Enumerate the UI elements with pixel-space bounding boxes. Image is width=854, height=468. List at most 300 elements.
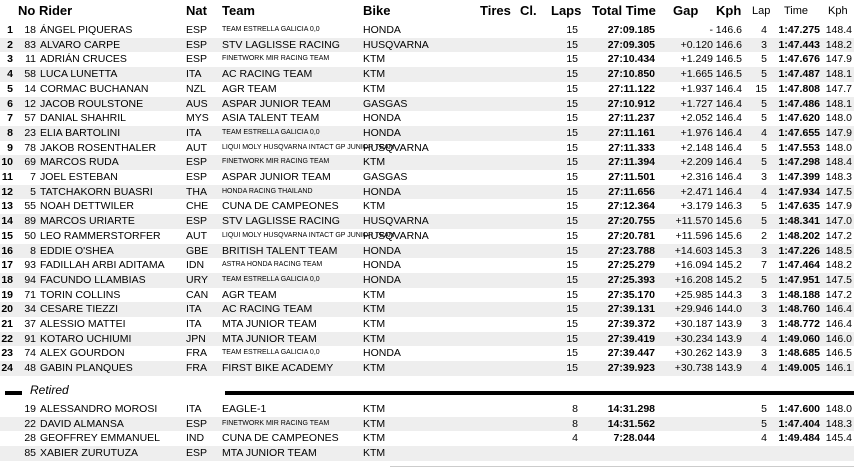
gap-cell: +29.946	[674, 303, 713, 316]
nat-cell: ESP	[186, 53, 208, 66]
gap-cell: +2.148	[680, 141, 713, 154]
kph-cell: 145.2	[715, 259, 742, 272]
retired-row	[0, 446, 854, 461]
best-time-cell: 1:48.188	[778, 288, 820, 301]
team-cell: FINETWORK MIR RACING TEAM	[222, 419, 330, 427]
result-row	[0, 229, 854, 244]
total-time-cell: 27:09.305	[607, 38, 655, 51]
bike-cell: KTM	[363, 200, 386, 213]
gap-cell: +2.052	[680, 112, 713, 125]
total-time-cell: 27:11.394	[608, 156, 655, 169]
nat-cell: JPN	[186, 332, 206, 345]
bike-cell: KTM	[363, 68, 386, 81]
number-cell: 55	[24, 200, 36, 213]
best-kph-cell: 147.5	[825, 273, 852, 286]
result-row	[0, 126, 854, 141]
best-kph-cell: 147.9	[825, 200, 852, 213]
gap-cell: +1.727	[680, 97, 713, 110]
team-cell: TEAM ESTRELLA GALICIA 0,0	[222, 275, 320, 283]
team-cell: FINETWORK MIR RACING TEAM	[222, 158, 330, 166]
kph-cell: 145.3	[715, 244, 742, 257]
nat-cell: CAN	[186, 288, 209, 301]
laps-cell: 15	[566, 332, 578, 345]
best-lap-cell: 5	[761, 215, 767, 228]
number-cell: 50	[24, 229, 36, 242]
header-kph: Kph	[716, 3, 742, 18]
number-cell: 83	[24, 38, 36, 51]
best-time-cell: 1:47.676	[778, 53, 820, 66]
number-cell: 28	[24, 432, 36, 445]
nat-cell: IDN	[186, 259, 205, 272]
rider-cell: JAKOB ROSENTHALER	[40, 141, 157, 154]
result-row	[0, 273, 854, 288]
best-lap-cell: 3	[761, 303, 767, 316]
gap-cell: +14.603	[674, 244, 713, 257]
team-cell: FINETWORK MIR RACING TEAM	[222, 55, 330, 63]
position-cell: 6	[7, 97, 13, 110]
laps-cell: 15	[566, 244, 578, 257]
nat-cell: FRA	[186, 347, 207, 360]
rider-cell: CESARE TIEZZI	[40, 303, 118, 316]
best-time-cell: 1:47.443	[778, 38, 820, 51]
total-time-cell: 14:31.562	[607, 417, 655, 430]
number-cell: 57	[24, 112, 36, 125]
best-kph-cell: 147.5	[825, 185, 852, 198]
team-cell: CUNA DE CAMPEONES	[222, 200, 339, 213]
total-time-cell: 7:28.044	[613, 432, 655, 445]
kph-cell: 144.0	[715, 303, 742, 316]
kph-cell: 146.4	[715, 171, 742, 183]
total-time-cell: 27:39.923	[607, 362, 655, 375]
bike-cell: KTM	[363, 303, 386, 316]
team-cell: ASTRA HONDA RACING TEAM	[222, 261, 323, 269]
header-time: Time	[784, 5, 809, 17]
nat-cell: ESP	[186, 156, 208, 169]
laps-cell: 15	[566, 53, 578, 66]
position-cell: 14	[1, 215, 13, 228]
bike-cell: KTM	[363, 156, 386, 169]
gap-cell: +16.208	[674, 273, 713, 286]
retired-divider-right	[225, 391, 854, 395]
total-time-cell: 27:20.755	[607, 215, 655, 228]
best-time-cell: 1:48.685	[778, 347, 820, 360]
kph-cell: 143.9	[715, 318, 742, 330]
total-time-cell: 27:35.170	[607, 288, 655, 301]
best-lap-cell: 3	[761, 38, 767, 51]
bike-cell: HONDA	[363, 347, 401, 360]
best-lap-cell: 3	[761, 318, 767, 330]
rider-cell: JOEL ESTEBAN	[40, 171, 118, 183]
kph-cell: 146.6	[715, 24, 742, 36]
kph-cell: 144.3	[715, 288, 742, 301]
nat-cell: CHE	[186, 200, 209, 213]
rider-cell: LUCA LUNETTA	[40, 68, 118, 81]
number-cell: 48	[24, 362, 36, 375]
retired-divider-left	[5, 391, 22, 395]
team-cell: TEAM ESTRELLA GALICIA 0,0	[222, 26, 320, 33]
best-time-cell: 1:47.226	[778, 244, 820, 257]
total-time-cell: 27:12.364	[607, 200, 655, 213]
laps-cell: 15	[566, 171, 578, 183]
nat-cell: ESP	[186, 24, 208, 36]
gap-cell: +1.665	[680, 68, 713, 81]
best-time-cell: 1:47.275	[778, 24, 820, 36]
best-time-cell: 1:48.760	[778, 303, 820, 316]
best-lap-cell: 5	[761, 417, 767, 430]
best-time-cell: 1:47.620	[778, 112, 820, 125]
result-row	[0, 332, 854, 347]
gap-cell: +30.262	[674, 347, 713, 360]
total-time-cell: 27:10.434	[607, 53, 655, 66]
number-cell: 14	[24, 82, 36, 95]
number-cell: 94	[24, 273, 36, 286]
best-lap-cell: 4	[761, 126, 767, 139]
laps-cell: 15	[566, 288, 578, 301]
bike-cell: HONDA	[363, 273, 401, 286]
laps-cell: 15	[566, 318, 578, 330]
gap-cell: +16.094	[674, 259, 713, 272]
bike-cell: KTM	[363, 53, 386, 66]
laps-cell: 15	[566, 141, 578, 154]
team-cell: MTA JUNIOR TEAM	[222, 318, 317, 330]
total-time-cell: 14:31.298	[607, 403, 655, 415]
position-cell: 23	[1, 347, 13, 360]
team-cell: STV LAGLISSE RACING	[222, 38, 340, 51]
kph-cell: 146.4	[715, 141, 742, 154]
position-cell: 15	[1, 229, 13, 242]
best-kph-cell: 146.4	[825, 318, 852, 330]
position-cell: 24	[1, 362, 13, 375]
rider-cell: ALESSANDRO MOROSI	[40, 403, 158, 415]
team-cell: TEAM ESTRELLA GALICIA 0,0	[222, 349, 320, 357]
kph-cell: 145.6	[715, 229, 742, 242]
best-kph-cell: 146.5	[825, 347, 852, 360]
header-total-time: Total Time	[592, 3, 656, 18]
number-cell: 89	[24, 215, 36, 228]
nat-cell: FRA	[186, 362, 207, 375]
bike-cell: HONDA	[363, 24, 401, 36]
laps-cell: 15	[566, 200, 578, 213]
kph-cell: 143.9	[715, 347, 742, 360]
total-time-cell: 27:11.161	[608, 126, 655, 139]
total-time-cell: 27:25.279	[607, 259, 655, 272]
team-cell: ASPAR JUNIOR TEAM	[222, 171, 331, 183]
retired-label: Retired	[30, 383, 69, 397]
header-gap: Gap	[673, 3, 699, 18]
bike-cell: KTM	[363, 417, 386, 430]
number-cell: 8	[30, 244, 36, 257]
total-time-cell: 27:10.850	[607, 68, 655, 81]
laps-cell: 15	[566, 215, 578, 228]
bike-cell: KTM	[363, 332, 386, 345]
gap-cell: -	[709, 24, 713, 36]
header-nat: Nat	[186, 3, 207, 18]
best-lap-cell: 5	[761, 156, 767, 169]
bike-cell: GASGAS	[363, 97, 408, 110]
position-cell: 5	[7, 82, 13, 95]
best-lap-cell: 3	[761, 171, 767, 183]
best-lap-cell: 3	[761, 347, 767, 360]
bike-cell: HUSQVARNA	[363, 38, 429, 51]
rider-cell: JACOB ROULSTONE	[40, 97, 144, 110]
best-time-cell: 1:47.934	[778, 185, 820, 198]
result-row	[0, 111, 854, 126]
nat-cell: ESP	[186, 171, 208, 183]
rider-cell: ALEX GOURDON	[40, 347, 125, 360]
total-time-cell: 27:25.393	[607, 273, 655, 286]
laps-cell: 15	[566, 24, 578, 36]
bike-cell: HONDA	[363, 259, 401, 272]
number-cell: 69	[24, 156, 36, 169]
rider-cell: EDDIE O'SHEA	[40, 244, 114, 257]
position-cell: 12	[1, 185, 13, 198]
result-row	[0, 52, 854, 67]
bike-cell: KTM	[363, 362, 386, 375]
result-row	[0, 82, 854, 97]
team-cell: MTA JUNIOR TEAM	[222, 447, 317, 460]
gap-cell: +11.596	[675, 229, 713, 242]
bike-cell: KTM	[363, 432, 386, 445]
result-row	[0, 67, 854, 82]
position-cell: 1	[7, 24, 13, 36]
header-bike: Bike	[363, 3, 391, 18]
number-cell: 22	[24, 417, 36, 430]
rider-cell: ADRIÁN CRUCES	[40, 53, 127, 66]
best-lap-cell: 4	[761, 432, 767, 445]
team-cell: STV LAGLISSE RACING	[222, 215, 340, 228]
rider-cell: XABIER ZURUTUZA	[40, 447, 139, 460]
gap-cell: +3.179	[680, 200, 713, 213]
result-row	[0, 361, 854, 376]
best-kph-cell: 147.0	[825, 215, 852, 228]
gap-cell: +1.976	[680, 126, 713, 139]
nat-cell: URY	[186, 273, 208, 286]
bike-cell: GASGAS	[363, 171, 408, 183]
best-time-cell: 1:48.202	[778, 229, 820, 242]
best-lap-cell: 4	[761, 332, 767, 345]
team-cell: AC RACING TEAM	[222, 303, 313, 316]
number-cell: 58	[24, 68, 36, 81]
number-cell: 71	[24, 288, 36, 301]
nat-cell: ITA	[186, 403, 202, 415]
laps-cell: 15	[566, 185, 578, 198]
rider-cell: ÁNGEL PIQUERAS	[40, 24, 133, 36]
header-tires: Tires	[480, 3, 511, 18]
nat-cell: ITA	[186, 318, 202, 330]
kph-cell: 143.9	[715, 362, 742, 375]
position-cell: 16	[1, 244, 13, 257]
rider-cell: LEO RAMMERSTORFER	[40, 229, 161, 242]
gap-cell: +2.209	[680, 156, 713, 169]
best-kph-cell: 148.1	[825, 68, 852, 81]
position-cell: 11	[1, 171, 13, 183]
nat-cell: ESP	[186, 447, 208, 460]
total-time-cell: 27:39.131	[607, 303, 655, 316]
bike-cell: HONDA	[363, 126, 401, 139]
best-lap-cell: 5	[761, 97, 767, 110]
rider-cell: KOTARO UCHIUMI	[40, 332, 132, 345]
laps-cell: 15	[566, 82, 578, 95]
laps-cell: 15	[566, 97, 578, 110]
laps-cell: 15	[566, 38, 578, 51]
team-cell: ASPAR JUNIOR TEAM	[222, 97, 331, 110]
number-cell: 7	[30, 171, 36, 183]
team-cell: HONDA RACING THAILAND	[222, 187, 313, 195]
best-lap-cell: 3	[761, 244, 767, 257]
number-cell: 78	[24, 141, 36, 154]
kph-cell: 146.4	[715, 82, 742, 95]
team-cell: AC RACING TEAM	[222, 68, 313, 81]
total-time-cell: 27:39.447	[607, 347, 655, 360]
result-row	[0, 346, 854, 361]
nat-cell: THA	[186, 185, 207, 198]
position-cell: 2	[7, 38, 13, 51]
bottom-rule	[390, 466, 854, 467]
position-cell: 22	[1, 332, 13, 345]
result-row	[0, 23, 854, 38]
team-cell: EAGLE-1	[222, 403, 267, 415]
best-time-cell: 1:47.404	[778, 417, 820, 430]
total-time-cell: 27:11.333	[608, 141, 655, 154]
best-kph-cell: 148.0	[825, 141, 852, 154]
kph-cell: 146.4	[715, 112, 742, 125]
result-row	[0, 97, 854, 112]
laps-cell: 8	[572, 403, 578, 415]
gap-cell: +0.120	[680, 38, 713, 51]
result-row	[0, 38, 854, 53]
number-cell: 19	[24, 403, 36, 415]
nat-cell: ESP	[186, 215, 208, 228]
best-kph-cell: 148.2	[825, 259, 852, 272]
best-kph-cell: 148.0	[825, 403, 852, 415]
best-lap-cell: 3	[761, 288, 767, 301]
gap-cell: +2.316	[680, 171, 713, 183]
best-time-cell: 1:48.772	[778, 318, 820, 330]
bike-cell: HUSQVARNA	[363, 141, 429, 154]
number-cell: 91	[24, 332, 36, 345]
rider-cell: ELIA BARTOLINI	[40, 126, 121, 139]
number-cell: 74	[24, 347, 36, 360]
result-row	[0, 199, 854, 214]
rider-cell: GEOFFREY EMMANUEL	[40, 432, 160, 445]
best-kph-cell: 146.4	[825, 303, 852, 316]
best-time-cell: 1:47.635	[778, 200, 820, 213]
position-cell: 20	[1, 303, 13, 316]
bike-cell: KTM	[363, 403, 386, 415]
best-lap-cell: 4	[761, 185, 767, 198]
result-row	[0, 185, 854, 200]
best-kph-cell: 148.2	[825, 38, 852, 51]
team-cell: ASIA TALENT TEAM	[222, 112, 320, 125]
result-row	[0, 288, 854, 303]
best-lap-cell: 5	[761, 403, 767, 415]
best-lap-cell: 5	[761, 68, 767, 81]
nat-cell: ESP	[186, 417, 208, 430]
best-kph-cell: 148.3	[825, 417, 852, 430]
best-kph-cell: 147.9	[825, 126, 852, 139]
rider-cell: TORIN COLLINS	[40, 288, 121, 301]
laps-cell: 15	[566, 347, 578, 360]
header-class: Cl.	[520, 3, 537, 18]
result-row	[0, 155, 854, 170]
bike-cell: KTM	[363, 447, 386, 460]
best-time-cell: 1:49.005	[778, 362, 820, 375]
best-lap-cell: 15	[755, 82, 767, 95]
rider-cell: DANIAL SHAHRIL	[40, 112, 126, 125]
nat-cell: AUT	[186, 141, 207, 154]
result-row	[0, 214, 854, 229]
kph-cell: 145.6	[715, 215, 742, 228]
best-lap-cell: 2	[761, 229, 767, 242]
bike-cell: HONDA	[363, 244, 401, 257]
best-time-cell: 1:48.341	[778, 215, 820, 228]
position-cell: 8	[7, 126, 13, 139]
rider-cell: NOAH DETTWILER	[40, 200, 134, 213]
laps-cell: 4	[572, 432, 578, 445]
laps-cell: 8	[572, 417, 578, 430]
gap-cell: +25.985	[674, 288, 713, 301]
result-row	[0, 141, 854, 156]
nat-cell: ITA	[186, 68, 202, 81]
best-time-cell: 1:49.484	[778, 432, 820, 445]
best-time-cell: 1:47.655	[778, 126, 820, 139]
nat-cell: ESP	[186, 38, 208, 51]
laps-cell: 15	[566, 259, 578, 272]
gap-cell: +11.570	[675, 215, 713, 228]
header-best-kph: Kph	[828, 5, 848, 17]
nat-cell: AUT	[186, 229, 207, 242]
kph-cell: 145.2	[715, 273, 742, 286]
number-cell: 34	[24, 303, 36, 316]
best-time-cell: 1:47.487	[778, 68, 820, 81]
laps-cell: 15	[566, 112, 578, 125]
rider-cell: DAVID ALMANSA	[40, 417, 124, 430]
best-kph-cell: 146.0	[825, 332, 852, 345]
bike-cell: HONDA	[363, 112, 401, 125]
total-time-cell: 27:11.501	[608, 171, 655, 183]
header-no-rider: No Rider	[18, 3, 73, 18]
kph-cell: 146.4	[715, 156, 742, 169]
rider-cell: MARCOS RUDA	[40, 156, 119, 169]
position-cell: 17	[1, 259, 13, 272]
result-row	[0, 317, 854, 332]
nat-cell: IND	[186, 432, 205, 445]
best-lap-cell: 5	[761, 200, 767, 213]
total-time-cell: 27:09.185	[607, 24, 655, 36]
best-time-cell: 1:47.808	[778, 82, 820, 95]
retired-row	[0, 431, 854, 446]
laps-cell: 15	[566, 273, 578, 286]
team-cell: LIQUI MOLY HUSQVARNA INTACT GP JUNIOR TEAM	[222, 231, 395, 239]
rider-cell: MARCOS URIARTE	[40, 215, 135, 228]
best-time-cell: 1:47.399	[778, 171, 820, 183]
best-time-cell: 1:49.060	[778, 332, 820, 345]
total-time-cell: 27:39.419	[607, 332, 655, 345]
result-row	[0, 302, 854, 317]
nat-cell: ITA	[186, 126, 202, 139]
rider-cell: CORMAC BUCHANAN	[40, 82, 149, 95]
position-cell: 19	[1, 288, 13, 301]
retired-row	[0, 402, 854, 417]
laps-cell: 15	[566, 156, 578, 169]
best-lap-cell: 7	[761, 259, 767, 272]
best-kph-cell: 148.5	[825, 244, 852, 257]
number-cell: 85	[24, 447, 36, 460]
nat-cell: AUS	[186, 97, 208, 110]
position-cell: 4	[7, 68, 13, 81]
position-cell: 18	[1, 273, 13, 286]
retired-row	[0, 417, 854, 432]
